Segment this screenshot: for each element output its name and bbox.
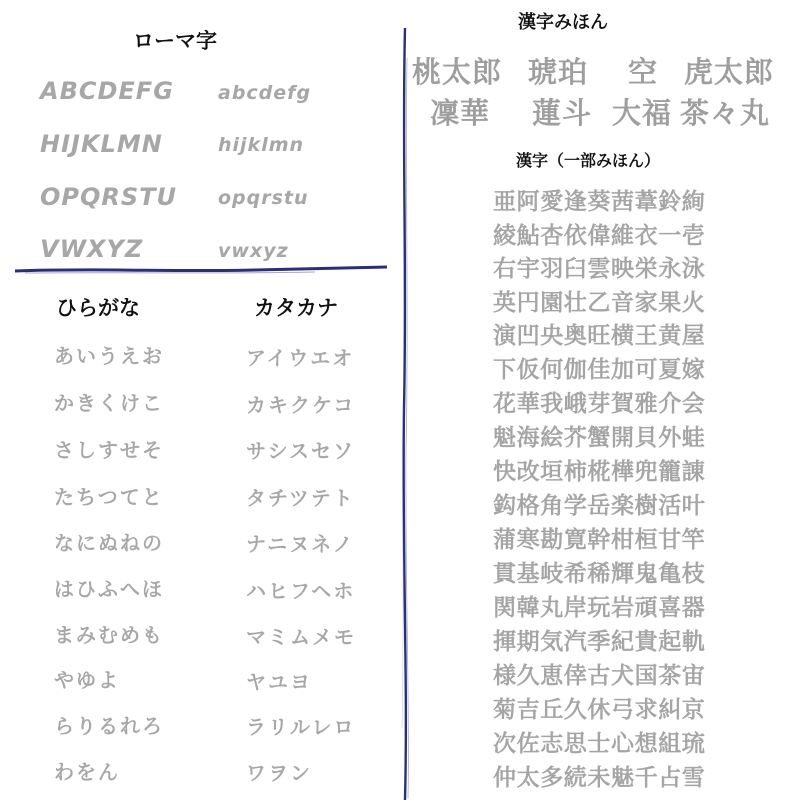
name-sample: 空 bbox=[628, 55, 659, 89]
kanji-grid-row: 亜阿愛逢葵茜葦鈴絢 bbox=[493, 189, 706, 215]
hiragana-row: さしすせそ bbox=[54, 438, 164, 462]
romaji-lower-row: opqrstu bbox=[218, 187, 309, 209]
katakana-row: ハヒフヘホ bbox=[246, 579, 356, 603]
hiragana-heading: ひらがな bbox=[56, 296, 140, 320]
katakana-row: サシスセソ bbox=[246, 439, 355, 463]
katakana-row: マミムメモ bbox=[246, 625, 356, 649]
kanji-grid-row: 演凹央奥旺横王黄屋 bbox=[493, 323, 706, 349]
romaji-upper-row: VWXYZ bbox=[40, 235, 144, 263]
katakana-row: ナニヌネノ bbox=[246, 532, 355, 556]
romaji-lower-row: abcdefg bbox=[218, 82, 312, 104]
name-sample: 蓮斗 bbox=[532, 96, 593, 130]
kanji-grid-row: 次佐志思士心想組琉 bbox=[493, 731, 706, 757]
kanji-grid-row: 英円園壮乙音家果火 bbox=[493, 290, 706, 316]
kanji-grid-row: 綾鮎杏依偉維衣一壱 bbox=[493, 223, 706, 249]
romaji-upper-row: HIJKLMN bbox=[40, 130, 163, 158]
hiragana-row: まみむめも bbox=[54, 623, 164, 647]
hiragana-row: なにぬねの bbox=[54, 531, 164, 555]
kanji-heading: 漢字みほん bbox=[518, 12, 608, 33]
name-sample: 凜華 bbox=[430, 96, 491, 130]
name-sample: 大福 bbox=[612, 96, 673, 130]
name-sample: 虎太郎 bbox=[684, 55, 775, 89]
romaji-lower-row: vwxyz bbox=[218, 240, 289, 262]
kanji-grid-row: 菊吉丘久休弓求糾京 bbox=[493, 697, 706, 723]
kanji-grid-row: 右宇羽臼雲映栄永泳 bbox=[493, 256, 706, 282]
hiragana-row: やゆよ bbox=[54, 668, 120, 692]
name-sample: 琥珀 bbox=[528, 55, 589, 89]
kanji-grid-row: 揮期気汽季紀貴起軌 bbox=[493, 629, 706, 655]
kanji-grid-row: 蒲寒勘寛幹柑桓甘竿 bbox=[493, 527, 706, 553]
vertical-brush-divider bbox=[396, 28, 416, 800]
kanji-grid-row: 様久恵倖古犬国茶宙 bbox=[493, 663, 706, 689]
hiragana-row: わをん bbox=[54, 760, 120, 784]
romaji-upper-row: ABCDEFG bbox=[40, 77, 174, 105]
hiragana-row: かきくけこ bbox=[54, 391, 164, 415]
kanji-grid-row: 下仮何伽佳加可夏嫁 bbox=[493, 357, 706, 383]
katakana-row: ヤユヨ bbox=[246, 670, 312, 694]
katakana-row: アイウエオ bbox=[246, 346, 355, 370]
romaji-lower-row: hijklmn bbox=[218, 134, 305, 156]
romaji-upper-row: OPQRSTU bbox=[40, 183, 178, 211]
horizontal-brush-divider bbox=[15, 262, 387, 278]
kanji-grid-row: 鈎格角学岳楽樹活叶 bbox=[493, 493, 706, 519]
kanji-grid-row: 魁海絵芥蟹開貝外蛙 bbox=[493, 425, 706, 451]
kanji-grid-row: 仲太多続未魅千占雪 bbox=[493, 765, 706, 791]
katakana-row: ラリルレロ bbox=[246, 715, 356, 739]
katakana-row: タチツテト bbox=[246, 486, 355, 510]
katakana-row: カキクケコ bbox=[246, 393, 356, 417]
kanji-partial-heading: 漢字（一部みほん） bbox=[516, 151, 661, 170]
kanji-grid-row: 快改垣柿椛樺兜籠諌 bbox=[493, 459, 706, 485]
name-sample: 茶々丸 bbox=[680, 96, 771, 130]
kanji-grid-row: 関韓丸岸玩岩頑喜器 bbox=[493, 595, 706, 621]
hiragana-row: あいうえお bbox=[54, 344, 164, 368]
katakana-row: ワヲン bbox=[246, 761, 312, 785]
romaji-heading: ローマ字 bbox=[133, 29, 217, 53]
katakana-heading: カタカナ bbox=[254, 296, 338, 320]
hiragana-row: らりるれろ bbox=[54, 714, 164, 738]
kanji-grid-row: 花華我峨芽賀雅介会 bbox=[493, 391, 706, 417]
name-sample: 桃太郎 bbox=[412, 55, 503, 89]
hiragana-row: はひふへほ bbox=[54, 577, 164, 601]
hiragana-row: たちつてと bbox=[54, 485, 164, 509]
kanji-grid-row: 貫基岐希稀輝鬼亀枝 bbox=[493, 561, 706, 587]
